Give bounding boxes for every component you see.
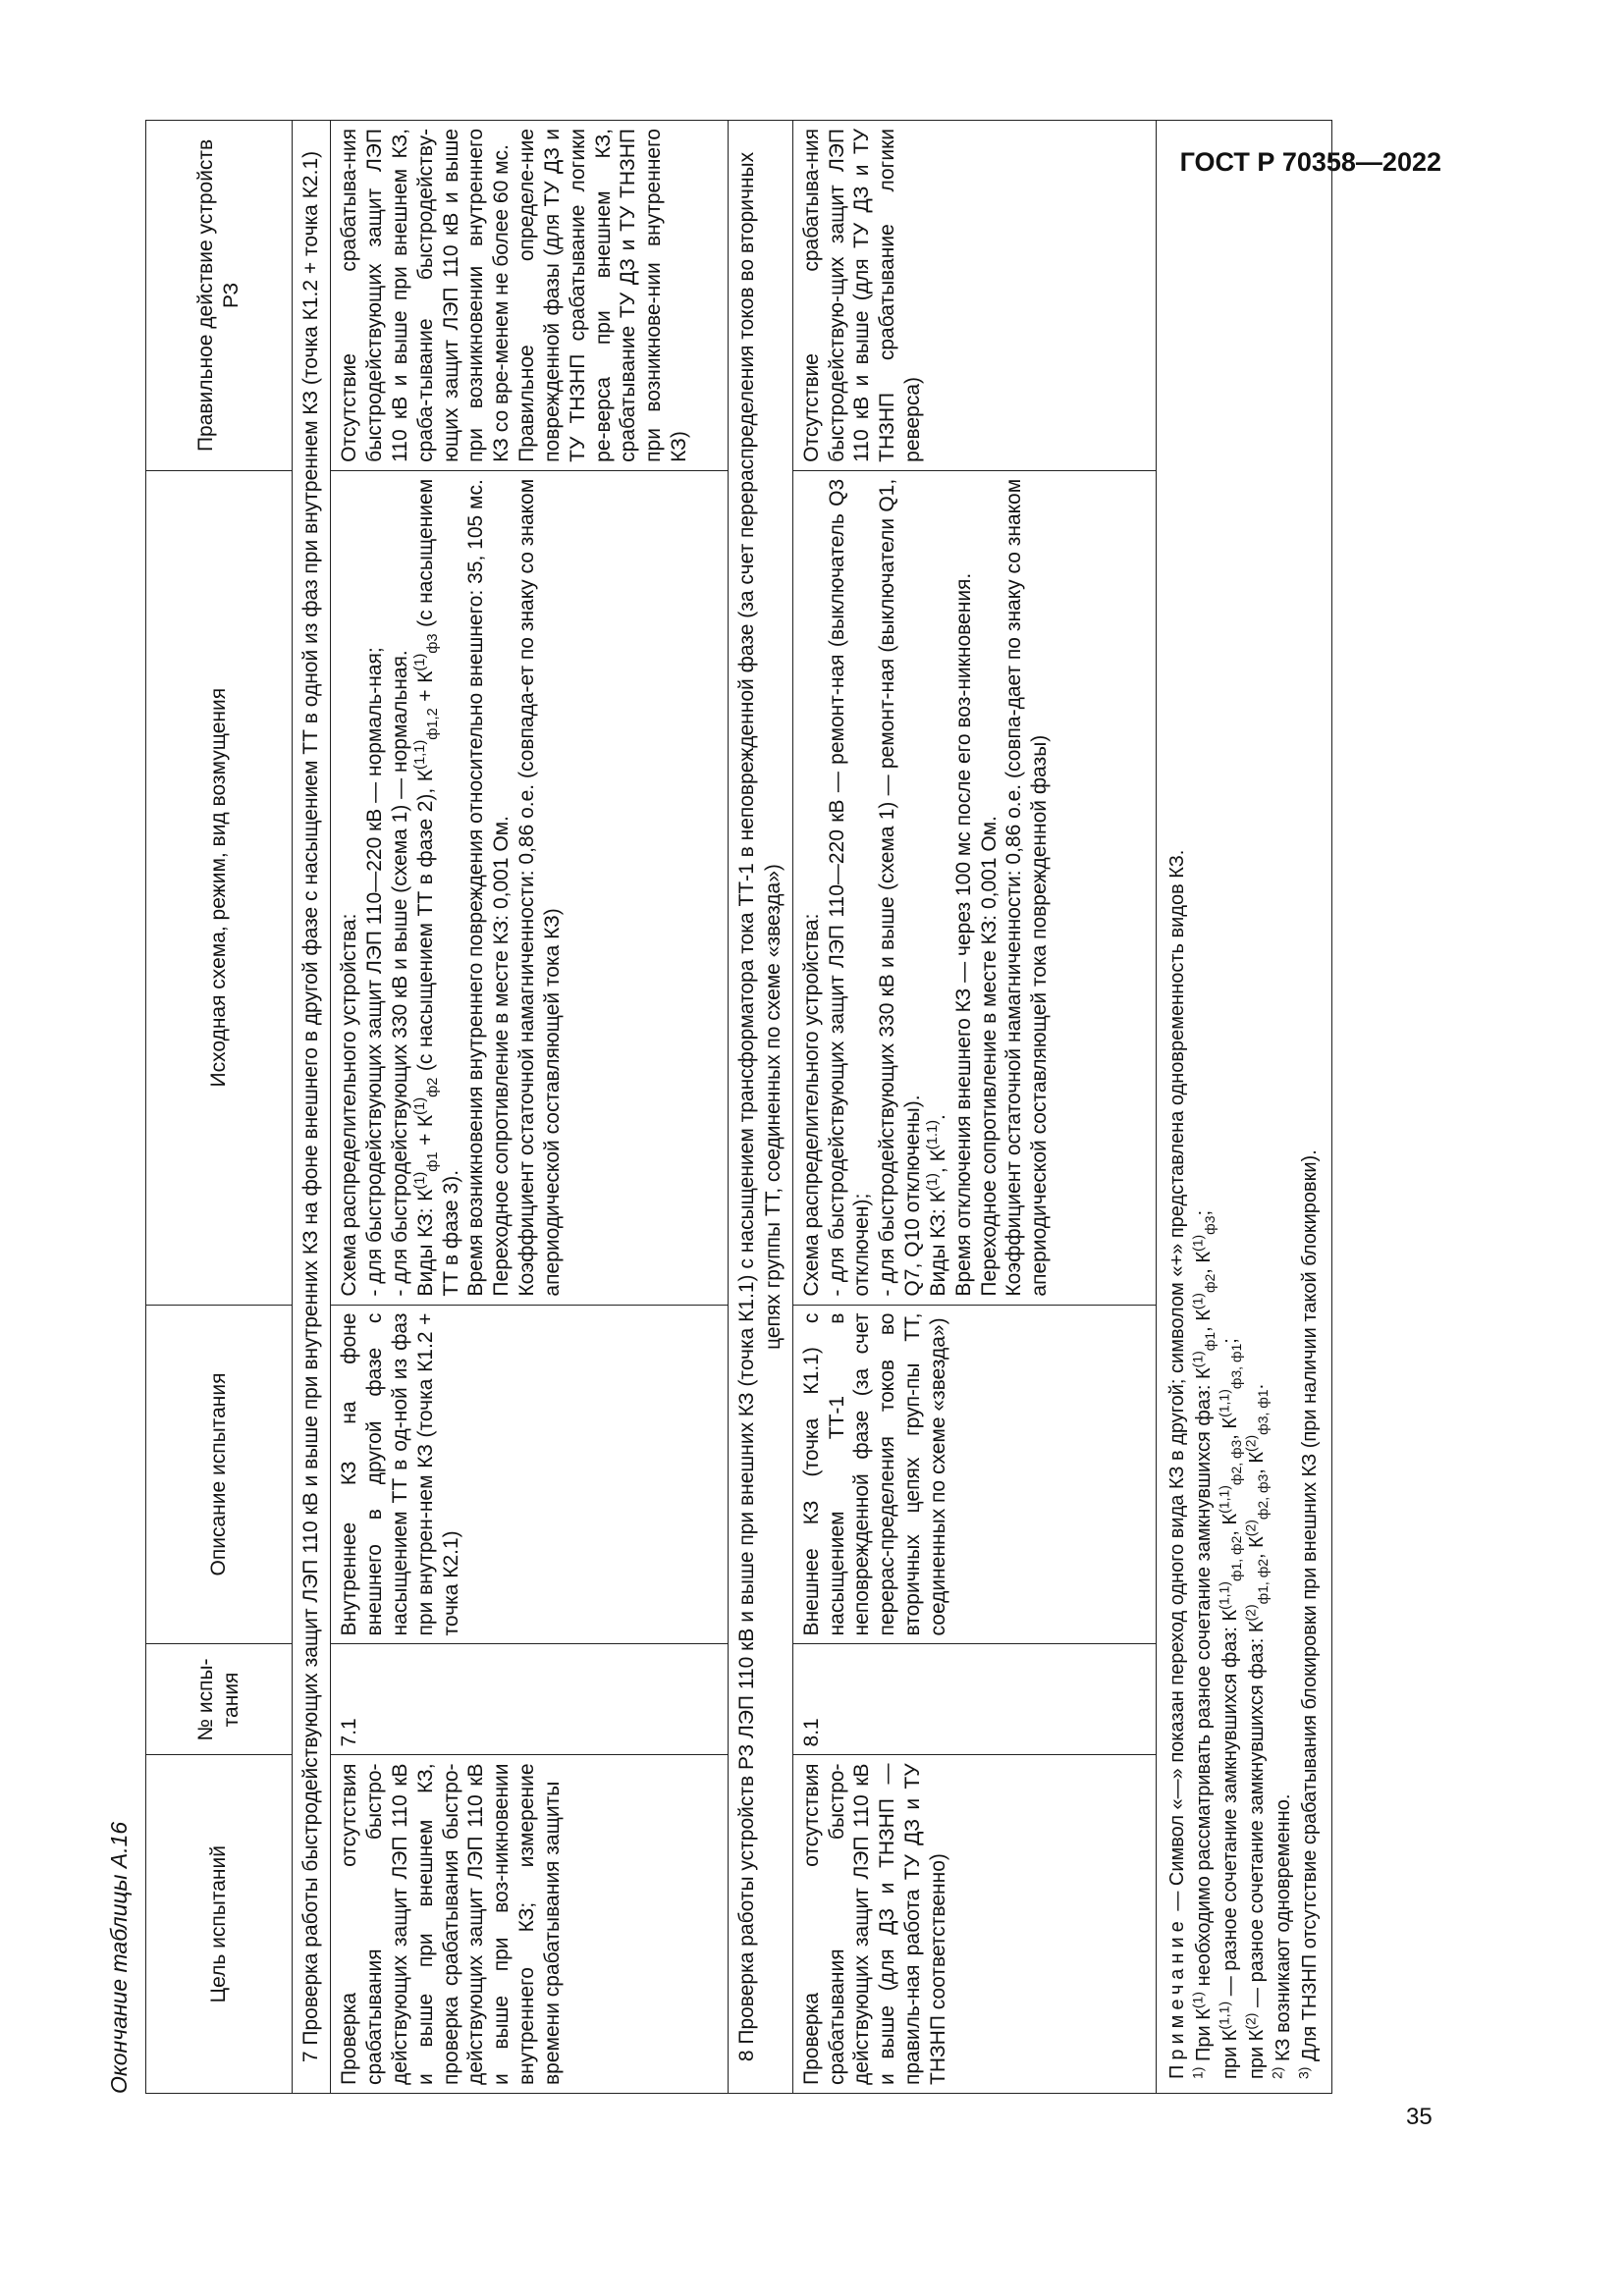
note-1-continued: при $К^{(2)}$ — разное сочетание замкнувшихся фаз: $К^{(2)}_{ф1, ф2}$, $К^{(2)}_{ф2, ф3}$, $К^{(2)}_{ф3, ф1}$. [1242, 1383, 1271, 2079]
section-8-title-row [729, 121, 793, 2094]
scheme-line: - для быстродействующих 330 кВ и выше (схема 1) — ремонт-ная (выключатели Q1, Q7, Q10 отключены). [876, 478, 925, 1297]
scheme-line: Коэффициент остаточной намагниченности: 0,86 о.е. (совпада-ет по знаку со знаком апериодической составляющей тока КЗ) [515, 478, 564, 1297]
fault-types: Виды КЗ: $К^{(1)}$, $К^{(1.1)}$. [924, 1114, 949, 1297]
note-general: Примечание — Символ «—» показан переход одного вида КЗ в другой; символом «+» представлена одновременность видов КЗ. [1165, 849, 1188, 2079]
scheme-line: Переходное сопротивление в месте КЗ: 0,001 Ом. [977, 816, 1001, 1297]
section-7-title-row [293, 121, 331, 2094]
action-paragraph: Отсутствие срабатыва-ния быстродействующих защит ЛЭП 110 кВ и выше при внешнем КЗ, сраба-тывание быстродейству-ющих защит ЛЭП 110 кВ и выше при возникновении внутреннего КЗ со вре-менем не более 60 мс. [338, 129, 514, 462]
test-number: 8.1 [792, 1644, 1156, 1755]
scheme-line: - для быстродействующих 330 кВ и выше (схема 1) — нормальная. [388, 650, 411, 1297]
test-action [331, 121, 729, 471]
col-scheme: Исходная схема, режим, вид возмущения [146, 470, 293, 1305]
test-description: Внутреннее КЗ на фоне внешнего в другой фазе с насыщением ТТ в од-ной из фаз при внутрен-нем КЗ (точка К1.2 + точка К2.1) [331, 1305, 729, 1644]
action-paragraph: Правильное определе-ние поврежденной фазы (для ТУ ДЗ и ТУ ТНЗНП срабатывание логики ре-верса при внешнем КЗ, срабатывание ТУ ДЗ и ТУ ТНЗНП при возникнове-нии внутреннего КЗ) [515, 129, 691, 462]
scheme-line: Коэффициент остаточной намагниченности: 0,86 о.е. (совпа-дает по знаку со знаком апериодической составляющей тока поврежденной фазы) [1002, 478, 1052, 1297]
scheme-line: - для быстродействующих защит ЛЭП 110—220 кВ — ремонт-ная (выключатель Q3 отключен); [825, 478, 874, 1297]
table-row [331, 121, 729, 2094]
note-1-continued: при К$^{(1,1)}$ — разное сочетание замкнувшихся фаз: К$^{(1,1)}_{ф1, ф2}$, К$^{(1,1)}_{ф2, ф3}$, К$^{(1,1)}_{ф3, ф1}$; [1216, 1338, 1244, 2079]
section-8-title: 8 Проверка работы устройств РЗ ЛЭП 110 кВ и выше при внешних КЗ (точка К1.1) с насыщением трансформатора тока ТТ-1 в неповрежденной фазе (за счет перераспределения токов во вторичных цепях группы ТТ, соединенных по схеме «звезда») [729, 121, 793, 2094]
note-2: $^{2)}$ КЗ возникают одновременно. [1269, 1793, 1294, 2079]
col-description: Описание испытания [146, 1305, 293, 1644]
note-3: $^{3)}$ Для ТНЗНП отсутствие срабатывания блокировки при внешних КЗ (при наличии такой блокировки). [1295, 1149, 1321, 2079]
scheme-line: Время возникновения внутреннего повреждения относительно внешнего: 35, 105 мс. [464, 479, 488, 1297]
scheme-line: - для быстродействующих защит ЛЭП 110—220 кВ — нормаль-ная; [363, 647, 387, 1297]
scheme-line: Схема распределительного устройства: [338, 913, 361, 1297]
test-scheme [331, 470, 729, 1305]
test-goal: Проверка отсутствия срабатывания быстро-действующих защит ЛЭП 110 кВ и выше (для ДЗ и ТНЗНП — правиль-ная работа ТУ ДЗ и ТУ ТНЗНП соответственно) [792, 1755, 1156, 2094]
standard-designation: ГОСТ Р 70358—2022 [1179, 147, 1441, 177]
scheme-line: Схема распределительного устройства: [799, 913, 823, 1297]
header-row [146, 121, 293, 2094]
notes-row [1156, 121, 1331, 2094]
col-action: Правильное действие устройств РЗ [146, 121, 293, 471]
scheme-line: Время отключения внешнего КЗ — через 100 мс после его воз-никновения. [951, 572, 975, 1297]
col-number: № испы-тания [146, 1644, 293, 1755]
test-number: 7.1 [331, 1644, 729, 1755]
page-number: 35 [1406, 2104, 1433, 2130]
test-table [145, 120, 1332, 2094]
section-7-title: 7 Проверка работы быстродействующих защит ЛЭП 110 кВ и выше при внутренних КЗ на фоне внешнего в другой фазе с насыщением ТТ в одной из фаз при внутреннем КЗ (точка К1.2 + точка К2.1) [293, 121, 331, 2094]
note-1: $^{1)}$ При $К^{(1)}$ необходимо рассматривать разное сочетание замкнувшихся фаз: $К^{(1)}_{ф1}$, $К^{(1)}_{ф2}$, $К^{(1)}_{ф3}$; [1189, 1209, 1218, 2079]
test-description: Внешнее КЗ (точка К1.1) с насыщением ТТ-1 в неповрежденной фазе (за счет перерас-пределения токов во вторичных цепях груп-пы ТТ, соединенных по схеме «звезда») [792, 1305, 1156, 1644]
table-row [792, 121, 1156, 2094]
test-scheme [792, 470, 1156, 1305]
scheme-line: Переходное сопротивление в месте КЗ: 0,001 Ом. [490, 816, 514, 1297]
table-notes [1156, 121, 1331, 2094]
test-action: Отсутствие срабатыва-ния быстродействую-щих защит ЛЭП 110 кВ и выше (для ТУ ДЗ и ТУ ТНЗНП срабатывание логики реверса) [792, 121, 1156, 471]
table-caption: Окончание таблицы А.16 [106, 1821, 132, 2094]
col-goal: Цель испытаний [146, 1755, 293, 2094]
fault-types: Виды КЗ: $К^{(1)}_{ф1} + К^{(1)}_{ф2}$ (с насыщением ТТ в фазе 2), $К^{(1,1)}_{ф1,2} + К^{(1)}_{ф3}$ (с насыщением ТТ в фазе 3). [411, 478, 462, 1297]
test-goal: Проверка отсутствия срабатывания быстро-действующих защит ЛЭП 110 кВ и выше при внешнем КЗ, проверка срабатывания быстро-действующих защит ЛЭП 110 кВ и выше при воз-никновении внутреннего КЗ; измерение времени срабатывания защиты [331, 1755, 729, 2094]
